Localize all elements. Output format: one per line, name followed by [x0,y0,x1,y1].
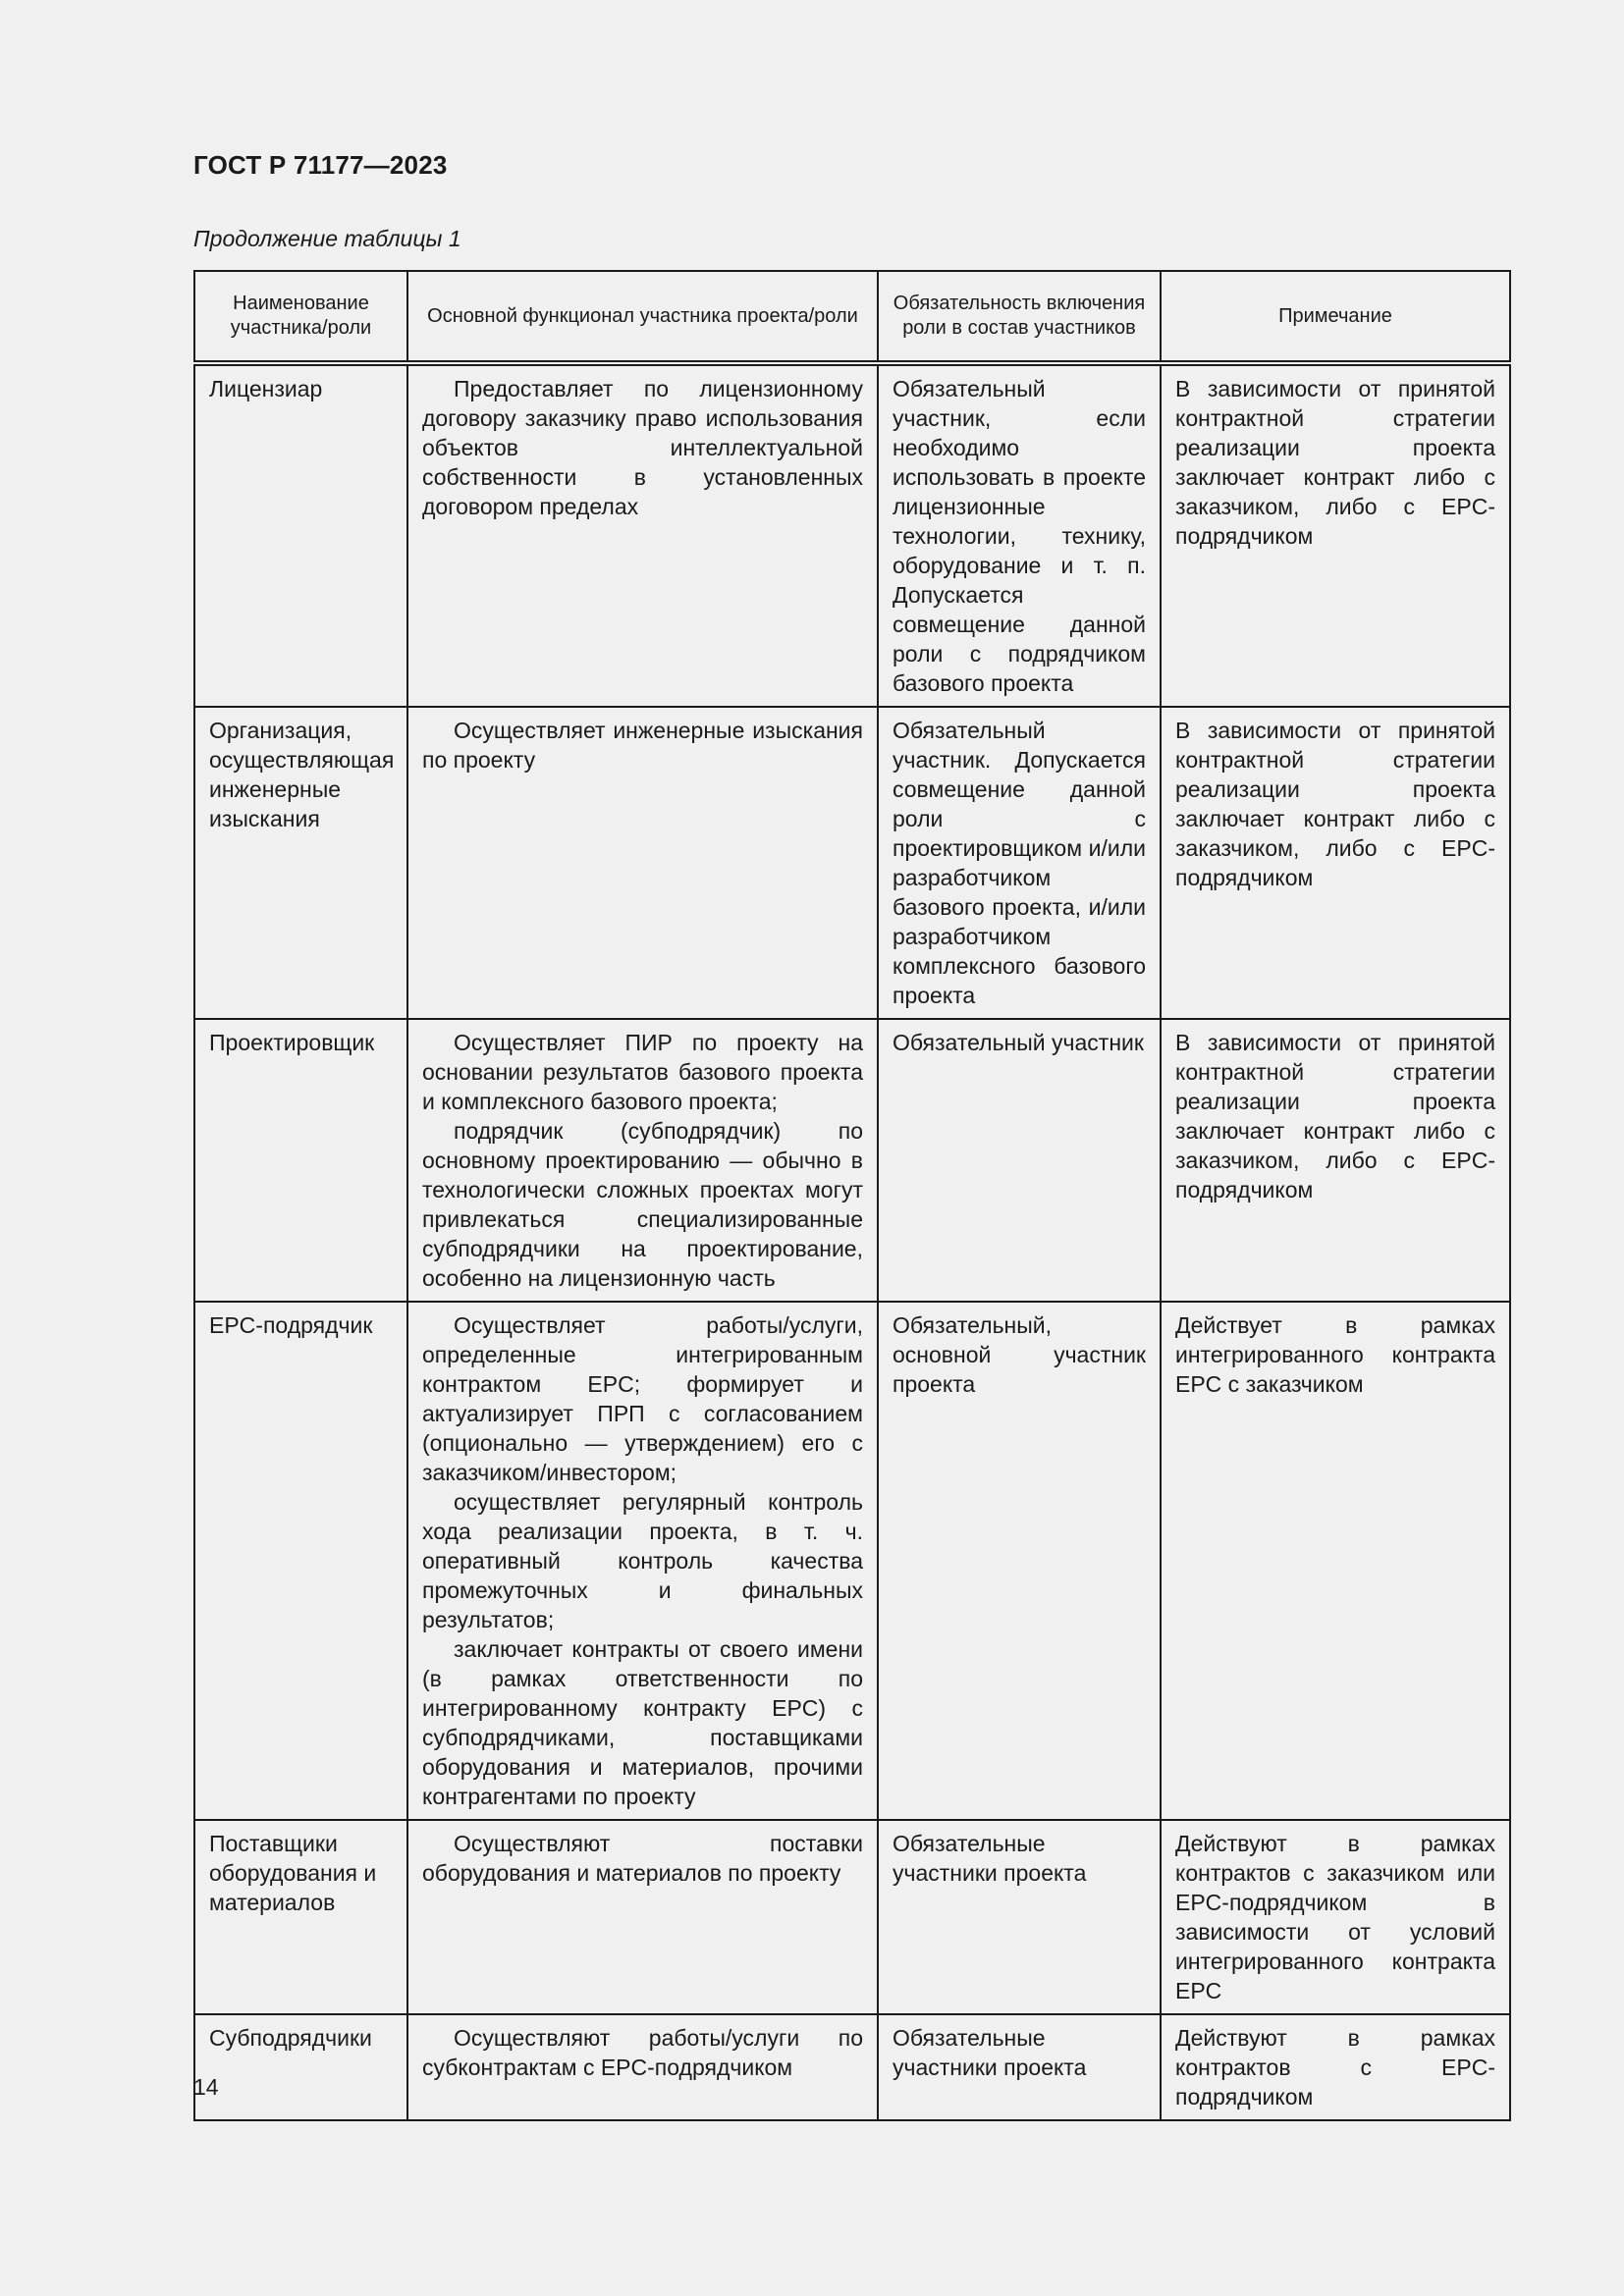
required-cell: Обязательный, основной участник проекта [878,1302,1161,1820]
table-body [194,363,1510,2120]
note-cell: Действуют в рамках контрактов с EPC-подрядчиком [1161,2014,1510,2120]
note-cell: В зависимости от принятой контрактной стратегии реализации проекта заключает контракт либо с заказчиком, либо с EPC-подрядчиком [1161,1019,1510,1302]
column-header-functions: Основной функционал участника проекта/роли [407,271,878,363]
functions-cell [407,1019,878,1302]
function-paragraph: осуществляет регулярный контроль хода реализации проекта, в т. ч. оперативный контроль качества промежуточных и финальных результатов; [422,1489,863,1632]
table-caption: Продолжение таблицы 1 [193,226,461,251]
functions-cell [407,1302,878,1820]
functions-cell [407,363,878,707]
function-paragraph: подрядчик (субподрядчик) по основному проектированию — обычно в технологически сложных проектах могут привлекаться специализированные субподрядчики на проектирование, особенно на лицензионную часть [422,1118,863,1291]
column-header-required: Обязательность включения роли в состав участников [878,271,1161,363]
participant-name-cell: Поставщики оборудования и материалов [194,1820,407,2014]
function-paragraph: Осуществляют работы/услуги по субконтрактам с EPC-подрядчиком [422,2025,863,2080]
participant-name-cell: EPC-подрядчик [194,1302,407,1820]
note-cell: В зависимости от принятой контрактной стратегии реализации проекта заключает контракт либо с заказчиком, либо с EPC-подрядчиком [1161,363,1510,707]
function-paragraph: Осуществляет инженерные изыскания по проекту [422,718,863,773]
function-paragraph: Осуществляет ПИР по проекту на основании результатов базового проекта и комплексного базового проекта; [422,1030,863,1114]
function-paragraph: Предоставляет по лицензионному договору заказчику право использования объектов интеллектуальной собственности в установленных договором пределах [422,376,863,519]
table-row [194,363,1510,707]
note-cell: Действует в рамках интегрированного контракта EPC с заказчиком [1161,1302,1510,1820]
participants-table [193,270,1511,2121]
table-row [194,2014,1510,2120]
table-row [194,1820,1510,2014]
functions-cell [407,707,878,1019]
note-cell: В зависимости от принятой контрактной стратегии реализации проекта заключает контракт либо с заказчиком, либо с EPC-подрядчиком [1161,707,1510,1019]
required-cell: Обязательный участник. Допускается совмещение данной роли с проектировщиком и/или разработчиком базового проекта, и/или разработчиком комплексного базового проекта [878,707,1161,1019]
note-cell: Действуют в рамках контрактов с заказчиком или EPC-подрядчиком в зависимости от условий интегрированного контракта EPC [1161,1820,1510,2014]
function-paragraph: Осуществляют поставки оборудования и материалов по проекту [422,1831,863,1886]
required-cell: Обязательный участник, если необходимо использовать в проекте лицензионные технологии, технику, оборудование и т. п. Допускается совмещение данной роли с подрядчиком базового проекта [878,363,1161,707]
required-cell: Обязательный участник [878,1019,1161,1302]
required-cell: Обязательные участники проекта [878,2014,1161,2120]
table-row [194,1302,1510,1820]
header-row [194,271,1510,363]
table-row [194,707,1510,1019]
participant-name-cell: Лицензиар [194,363,407,707]
page-number: 14 [193,2074,219,2100]
participant-name-cell: Проектировщик [194,1019,407,1302]
function-paragraph: заключает контракты от своего имени (в рамках ответственности по интегрированному контракту EPC) с субподрядчиками, поставщиками оборудования и материалов, прочими контрагентами по проекту [422,1636,863,1809]
column-header-note: Примечание [1161,271,1510,363]
table-header [194,271,1510,363]
participant-name-cell: Субподрядчики [194,2014,407,2120]
participant-name-cell: Организация, осуществляющая инженерные изыскания [194,707,407,1019]
table-row [194,1019,1510,1302]
document-code: ГОСТ Р 71177—2023 [193,150,448,180]
required-cell: Обязательные участники проекта [878,1820,1161,2014]
functions-cell [407,1820,878,2014]
function-paragraph: Осуществляет работы/услуги, определенные интегрированным контрактом EPC; формирует и актуализирует ПРП с согласованием (опционально — утверждением) его с заказчиком/инвестором; [422,1312,863,1485]
functions-cell [407,2014,878,2120]
column-header-name: Наименование участника/роли [194,271,407,363]
